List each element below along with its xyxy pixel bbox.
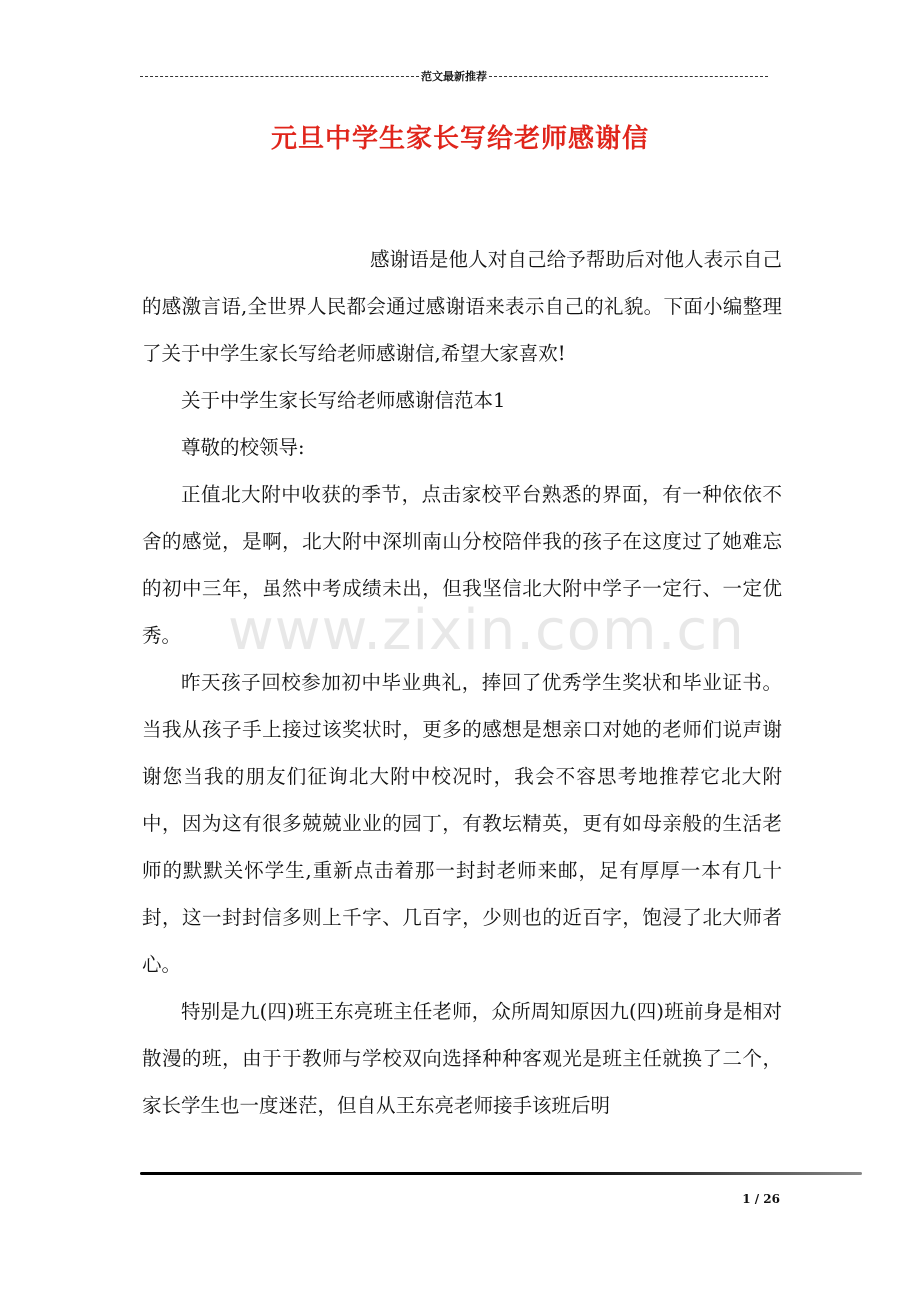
footer-divider bbox=[140, 1172, 862, 1175]
paragraph-salutation: 尊敬的校领导: bbox=[181, 436, 305, 459]
page-number: 1 / 26 bbox=[742, 1192, 780, 1206]
paragraph-body-1: 正值北大附中收获的季节，点击家校平台熟悉的界面，有一种依依不舍的感觉，是啊，北大附中深圳南山分校陪伴我的孩子在这度过了她难忘的初中三年，虽然中考成绩未出，但我坚信北大附中学子一定行、一定优秀。 bbox=[142, 483, 782, 647]
header-dash-right bbox=[489, 76, 768, 77]
document-body bbox=[142, 236, 782, 1129]
paragraph-body-3: 特别是九(四)班王东亮班主任老师，众所周知原因九(四)班前身是相对散漫的班，由于于教师与学校双向选择种种客观光是班主任就换了二个，家长学生也一度迷茫，但自从王东亮老师接手该班后明 bbox=[142, 1000, 782, 1117]
document-title: 元旦中学生家长写给老师感谢信 bbox=[270, 124, 649, 154]
page-header bbox=[140, 66, 768, 86]
header-label: 范文最新推荐 bbox=[421, 70, 487, 83]
paragraph-section-heading: 关于中学生家长写给老师感谢信范本1 bbox=[181, 389, 506, 412]
paragraph-body-2: 昨天孩子回校参加初中毕业典礼，捧回了优秀学生奖状和毕业证书。当我从孩子手上接过该奖状时，更多的感想是想亲口对她的老师们说声谢谢您当我的朋友们征询北大附中校况时，我会不容思考地推荐它北大附中，因为这有很多兢兢业业的园丁，有教坛精英，更有如母亲般的生活老师的默默关怀学生,重新点击着那一封封老师来邮，足有厚厚一本有几十封，这一封封信多则上千字、几百字，少则也的近百字，饱浸了北大师者心。 bbox=[142, 671, 782, 976]
paragraph-intro: 感谢语是他人对自己给予帮助后对他人表示自己的感激言语,全世界人民都会通过感谢语来表示自己的礼貌。下面小编整理了关于中学生家长写给老师感谢信,希望大家喜欢! bbox=[142, 248, 782, 365]
watermark: www.zixin.com.cn bbox=[228, 598, 745, 663]
header-dash-left bbox=[140, 76, 419, 77]
